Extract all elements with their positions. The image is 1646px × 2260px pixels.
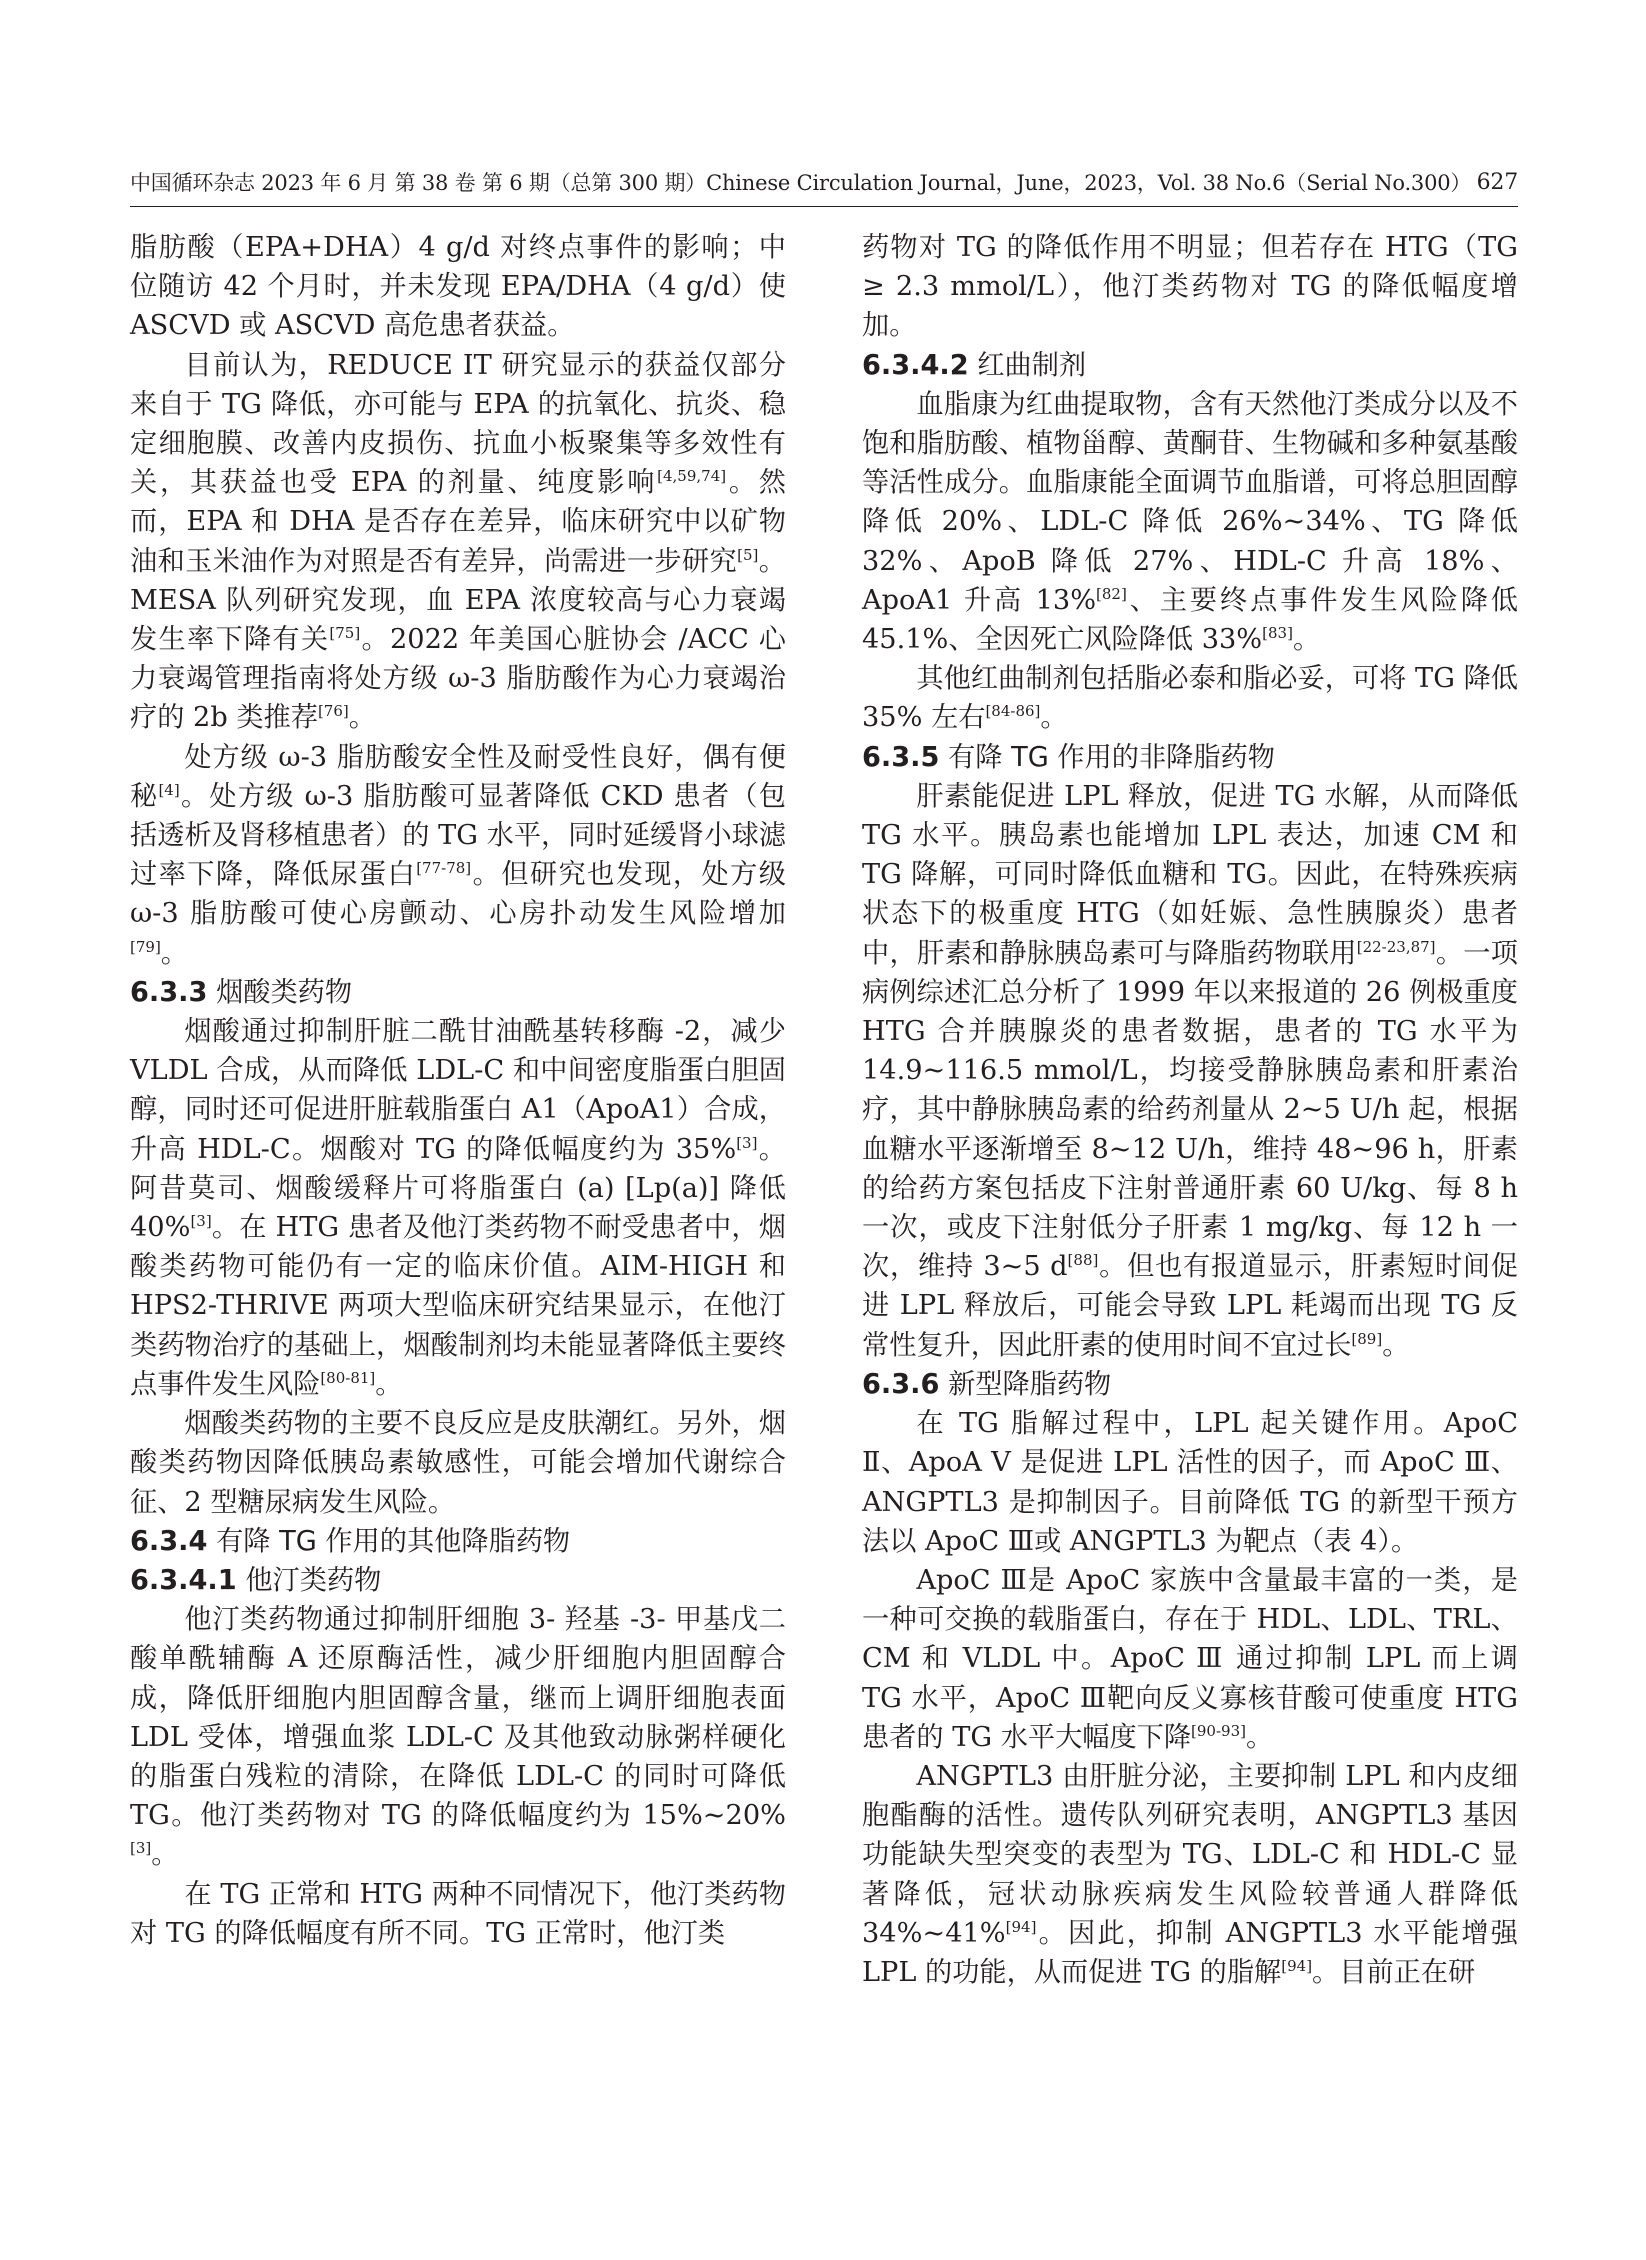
- paragraph: 烟酸通过抑制肝脏二酰甘油酰基转移酶 -2，减少 VLDL 合成，从而降低 LDL-C 和中间密度脂蛋白胆固醇，同时还可促进肝脏载脂蛋白 A1（ApoA1）合成，升高 HDL-C。烟酸对 TG 的降低幅度约为 35%[3]。阿昔莫司、烟酸缓释片可将脂蛋白 (a) [Lp(a)] 降低 40%[3]。在 HTG 患者及他汀类药物不耐受患者中，烟酸类药物可能仍有一定的临床价值。AIM-HIGH 和 HPS2-THRIVE 两项大型临床研究结果显示，在他汀类药物治疗的基础上，烟酸制剂均未能显著降低主要终点事件发生风险[80-81]。: [130, 1016, 786, 1400]
- citation: [4]: [158, 780, 180, 799]
- header-rule: [130, 206, 1518, 207]
- citation: [22-23,87]: [1356, 937, 1436, 956]
- right-column: [862, 228, 1518, 1992]
- section-heading: 6.3.4 有降 TG 作用的其他降脂药物: [130, 1525, 571, 1557]
- citation: [3]: [736, 1133, 758, 1152]
- citation: [90-93]: [1191, 1721, 1246, 1740]
- running-header: [130, 168, 1518, 198]
- page-number: 627: [1476, 170, 1518, 195]
- citation: [75]: [329, 623, 361, 642]
- citation: [76]: [317, 702, 349, 721]
- citation: [94]: [1005, 1917, 1037, 1936]
- paragraph: ANGPTL3 由肝脏分泌，主要抑制 LPL 和内皮细胞酯酶的活性。遗传队列研究表明，ANGPTL3 基因功能缺失型突变的表型为 TG、LDL-C 和 HDL-C 显著降低，冠状动脉疾病发生风险较普通人群降低 34%~41%[94]。因此，抑制 ANGPTL3 水平能增强 LPL 的功能，从而促进 TG 的脂解[94]。目前正在研: [862, 1760, 1518, 1988]
- paragraph: 其他红曲制剂包括脂必泰和脂必妥，可将 TG 降低 35% 左右[84-86]。: [862, 663, 1518, 734]
- citation: [88]: [1067, 1251, 1099, 1270]
- citation: [5]: [737, 545, 759, 564]
- section-heading: 6.3.6 新型降脂药物: [862, 1368, 1112, 1400]
- paragraph: 血脂康为红曲提取物，含有天然他汀类成分以及不饱和脂肪酸、植物甾醇、黄酮苷、生物碱和多种氨基酸等活性成分。血脂康能全面调节血脂谱，可将总胆固醇降低 20%、LDL-C 降低 26%~34%、TG 降低 32%、ApoB 降低 27%、HDL-C 升高 18%、ApoA1 升高 13%[82]、主要终点事件发生风险降低 45.1%、全因死亡风险降低 33%[83]。: [862, 388, 1518, 656]
- paragraph: ApoC Ⅲ是 ApoC 家族中含量最丰富的一类，是一种可交换的载脂蛋白，存在于 HDL、LDL、TRL、CM 和 VLDL 中。ApoC Ⅲ 通过抑制 LPL 而上调 TG 水平，ApoC Ⅲ靶向反义寡核苷酸可使重度 HTG 患者的 TG 水平大幅度下降[90-93]。: [862, 1564, 1518, 1753]
- paragraph: 肝素能促进 LPL 释放，促进 TG 水解，从而降低 TG 水平。胰岛素也能增加 LPL 表达，加速 CM 和 TG 降解，可同时降低血糖和 TG。因此，在特殊疾病状态下的极重度 HTG（如妊娠、急性胰腺炎）患者中，肝素和静脉胰岛素可与降脂药物联用[22-23,87]。一项病例综述汇总分析了 1999 年以来报道的 26 例极重度 HTG 合并胰腺炎的患者数据，患者的 TG 水平为 14.9~116.5 mmol/L，均接受静脉胰岛素和肝素治疗，其中静脉胰岛素的给药剂量从 2~5 U/h 起，根据血糖水平逐渐增至 8~12 U/h，维持 48~96 h，肝素的给药方案包括皮下注射普通肝素 60 U/kg、每 8 h 一次，或皮下注射低分子肝素 1 mg/kg、每 12 h 一次，维持 3~5 d[88]。但也有报道显示，肝素短时间促进 LPL 释放后，可能会导致 LPL 耗竭而出现 TG 反常性复升，因此肝素的使用时间不宜过长[89]。: [862, 780, 1518, 1361]
- citation: [3]: [190, 1212, 212, 1231]
- citation: [83]: [1262, 623, 1293, 642]
- paragraph: 在 TG 正常和 HTG 两种不同情况下，他汀类药物对 TG 的降低幅度有所不同。TG 正常时，他汀类: [130, 1878, 786, 1949]
- left-column: [130, 228, 786, 1953]
- section-heading: 6.3.5 有降 TG 作用的非降脂药物: [862, 741, 1275, 773]
- paragraph: 处方级 ω-3 脂肪酸安全性及耐受性良好，偶有便秘[4]。处方级 ω-3 脂肪酸可显著降低 CKD 患者（包括透析及肾移植患者）的 TG 水平，同时延缓肾小球滤过率下降，降低尿蛋白[77-78]。但研究也发现，处方级 ω-3 脂肪酸可使心房颤动、心房扑动发生风险增加[79]。: [130, 741, 786, 969]
- paragraph: 药物对 TG 的降低作用不明显；但若存在 HTG（TG ≥ 2.3 mmol/L），他汀类药物对 TG 的降低幅度增加。: [862, 232, 1518, 342]
- paragraph: 在 TG 脂解过程中，LPL 起关键作用。ApoC Ⅱ、ApoA Ⅴ 是促进 LPL 活性的因子，而 ApoC Ⅲ、ANGPTL3 是抑制因子。目前降低 TG 的新型干预方法以 ApoC Ⅲ或 ANGPTL3 为靶点（表 4）。: [862, 1408, 1518, 1557]
- citation: [84-86]: [985, 702, 1041, 721]
- citation: [82]: [1096, 584, 1127, 603]
- paragraph: 他汀类药物通过抑制肝细胞 3- 羟基 -3- 甲基戊二酸单酰辅酶 A 还原酶活性，减少肝细胞内胆固醇合成，降低肝细胞内胆固醇含量，继而上调肝细胞表面 LDL 受体，增强血浆 LDL-C 及其他致动脉粥样硬化的脂蛋白残粒的清除，在降低 LDL-C 的同时可降低 TG。他汀类药物对 TG 的降低幅度约为 15%~20%[3]。: [130, 1604, 786, 1871]
- paragraph: 烟酸类药物的主要不良反应是皮肤潮红。另外，烟酸类药物因降低胰岛素敏感性，可能会增加代谢综合征、2 型糖尿病发生风险。: [130, 1408, 786, 1518]
- paragraph: 目前认为，REDUCE IT 研究显示的获益仅部分来自于 TG 降低，亦可能与 EPA 的抗氧化、抗炎、稳定细胞膜、改善内皮损伤、抗血小板聚集等多效性有关，其获益也受 EPA 的剂量、纯度影响[4,59,74]。然而，EPA 和 DHA 是否存在差异，临床研究中以矿物油和玉米油作为对照是否有差异，尚需进一步研究[5]。MESA 队列研究发现，血 EPA 浓度较高与心力衰竭发生率下降有关[75]。2022 年美国心脏协会 /ACC 心力衰竭管理指南将处方级 ω-3 脂肪酸作为心力衰竭治疗的 2b 类推荐[76]。: [130, 349, 786, 734]
- citation: [79]: [130, 937, 161, 956]
- citation: [94]: [1281, 1956, 1313, 1975]
- citation: [80-81]: [320, 1368, 376, 1387]
- journal-citation-line: 中国循环杂志 2023 年 6 月 第 38 卷 第 6 期（总第 300 期）Chinese Circulation Journal，June，2023，Vol. 38 No.6（Serial No.300）: [130, 171, 1472, 195]
- section-heading: 6.3.3 烟酸类药物: [130, 976, 353, 1008]
- subsection-heading: 6.3.4.2 红曲制剂: [862, 349, 1087, 381]
- paragraph: 脂肪酸（EPA+DHA）4 g/d 对终点事件的影响；中位随访 42 个月时，并未发现 EPA/DHA（4 g/d）使 ASCVD 或 ASCVD 高危患者获益。: [130, 232, 786, 342]
- citation: [77-78]: [416, 859, 472, 878]
- citation: [3]: [130, 1839, 152, 1858]
- citation: [4,59,74]: [657, 467, 727, 486]
- citation: [89]: [1351, 1329, 1383, 1348]
- subsection-heading: 6.3.4.1 他汀类药物: [130, 1564, 382, 1596]
